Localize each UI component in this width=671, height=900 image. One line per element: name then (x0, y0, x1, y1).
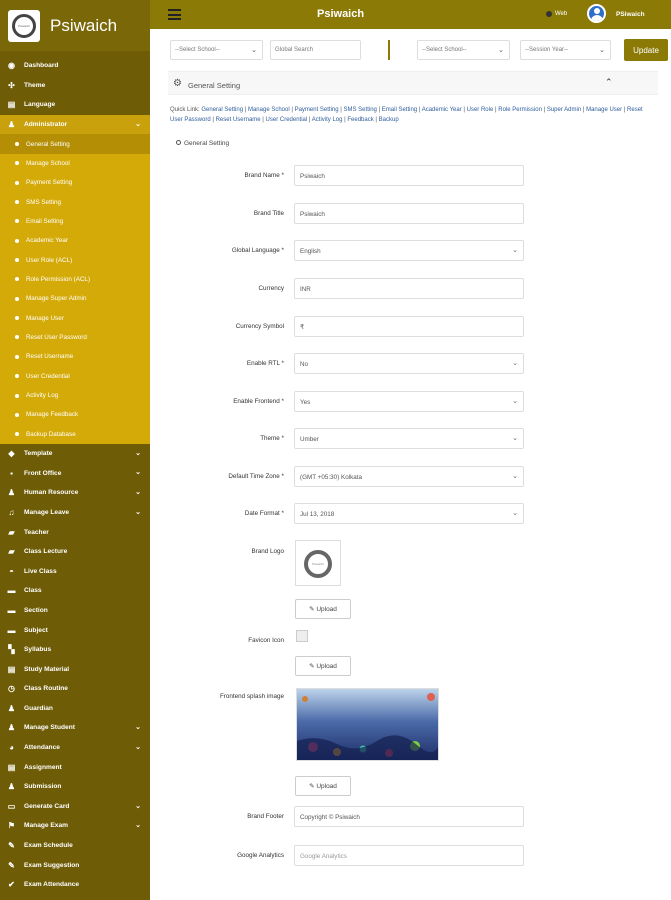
global-language-label: Global Language * (231, 247, 284, 254)
clock-icon: ◷ (8, 684, 15, 694)
submenu-item-general-setting[interactable] (0, 134, 150, 153)
quick-links: Quick Link: General Setting | Manage School | Payment Setting | SMS Setting | Email Setting | Academic Year | User Role | Role Permission | Super Admin | Manage User | Reset User Password | Reset Username | User Credential | Activity Log | Feedback | Backup (170, 107, 643, 123)
bullet-icon (15, 297, 19, 301)
brand-logo-preview-ring: Psiwaich (304, 550, 332, 578)
sidebar-item-label: Manage Leave (24, 508, 70, 516)
select-school-switch-value: --Select School-- (422, 47, 467, 53)
sidebar-item-label: Submission (24, 783, 62, 791)
teacher-icon: ▰ (8, 527, 15, 537)
brand-name-value: Psiwaich (300, 173, 325, 180)
quick-link-label: Quick Link: (170, 107, 200, 113)
chevron-down-icon: ⌄ (512, 247, 518, 254)
chevron-down-icon: ⌄ (512, 360, 518, 367)
sidebar-item-label: Class Lecture (24, 548, 68, 556)
sidebar-item-attendance[interactable] (0, 738, 150, 758)
lecture-icon: ▰ (8, 547, 15, 557)
theme-icon: ✣ (8, 80, 15, 90)
sidebar-item-class-routine[interactable] (0, 679, 150, 699)
check-icon: ✔ (8, 880, 15, 890)
submenu-item-label: User Role (ACL) (26, 256, 73, 264)
bell-icon: ♫ (8, 507, 15, 517)
submenu-item-label: User Credential (26, 372, 70, 380)
sidebar-item-exam-schedule[interactable] (0, 836, 150, 856)
submenu-item-activity-log[interactable] (0, 386, 150, 405)
submenu-item-label: Manage Feedback (26, 411, 79, 419)
bullet-icon (15, 394, 19, 398)
chevron-down-icon: ⌄ (135, 822, 141, 830)
sidebar-item-exam-attendance[interactable] (0, 875, 150, 895)
time-zone-value: (GMT +05:30) Kolkata (300, 474, 363, 481)
brand-footer-input[interactable] (294, 806, 524, 827)
update-button[interactable]: Update (624, 39, 668, 61)
quick-link-payment-setting[interactable]: Payment Setting (294, 107, 339, 113)
collapse-chevron-up-icon[interactable]: ⌃ (605, 77, 613, 87)
quick-link-academic-year[interactable]: Academic Year (421, 107, 462, 113)
bullet-icon (15, 219, 19, 223)
student-icon: ♟ (7, 723, 16, 733)
currency-value: INR (300, 286, 311, 293)
global-search-input[interactable] (270, 40, 361, 60)
submenu-item-manage-super-admin[interactable] (0, 289, 150, 308)
sidebar-item-theme[interactable] (0, 76, 150, 96)
logo-ring: Psiwaich (12, 14, 36, 38)
submenu-item-label: Manage User (26, 314, 64, 322)
schedule-icon: ✎ (8, 841, 15, 851)
splash-upload-button[interactable]: ✎ Upload (295, 776, 351, 796)
submenu-item-label: Activity Log (26, 392, 59, 400)
chevron-down-icon: ⌄ (135, 724, 141, 732)
sidebar-item-label: Teacher (24, 528, 49, 536)
chevron-down-icon: ⌄ (512, 473, 518, 480)
sidebar-nav (0, 56, 150, 895)
gears-icon: ⚙ (173, 78, 182, 89)
brand-logo (8, 10, 40, 42)
session-year-value: --Session Year-- (525, 47, 569, 53)
submenu-item-label: Manage Super Admin (26, 295, 87, 303)
global-search-placeholder: Global Search (275, 47, 314, 53)
submenu-item-user-credential[interactable] (0, 367, 150, 386)
sidebar-item-label: Subject (24, 626, 48, 634)
sidebar-item-subject[interactable] (0, 620, 150, 640)
sidebar-item-label: Generate Card (24, 802, 70, 810)
theme-value: Umber (300, 436, 319, 443)
sidebar-item-label: Front Office (24, 469, 62, 477)
sidebar-item-label: Language (24, 101, 56, 109)
currency-input[interactable] (294, 278, 524, 299)
web-label: Web (555, 11, 568, 17)
sidebar-item-label: Live Class (24, 567, 57, 575)
quick-link-user-role[interactable]: User Role (466, 107, 494, 113)
submenu-item-label: Reset User Password (26, 333, 87, 341)
submenu-item-label: Payment Setting (26, 179, 73, 187)
sidebar-item-label: Class Routine (24, 685, 68, 693)
brand-header[interactable] (0, 0, 150, 51)
bullet-icon (15, 200, 19, 204)
bullet-icon (15, 374, 19, 378)
sidebar (0, 0, 150, 900)
panel-header (168, 71, 658, 95)
globe-icon (546, 11, 552, 17)
quick-link-email-setting[interactable]: Email Setting (381, 107, 418, 113)
sidebar-item-label: Assignment (24, 763, 62, 771)
sidebar-item-label: Manage Exam (24, 822, 68, 830)
chevron-down-icon: ⌄ (512, 398, 518, 405)
chevron-down-icon: ⌄ (599, 47, 605, 54)
live-class-icon: ◓ (9, 566, 14, 576)
quick-link-super-admin[interactable]: Super Admin (546, 107, 582, 113)
quick-link-reset-username[interactable]: Reset Username (215, 117, 261, 123)
tag-icon: ◆ (8, 449, 15, 459)
brand-title-value: Psiwaich (300, 211, 325, 218)
sidebar-item-syllabus[interactable] (0, 640, 150, 660)
section-label[interactable] (176, 140, 229, 147)
submission-icon: ♟ (7, 782, 16, 792)
submenu-item-reset-user-password[interactable] (0, 328, 150, 347)
enable-rtl-label: Enable RTL * (246, 360, 284, 367)
sidebar-submenu (0, 134, 150, 444)
sidebar-item-label: Exam Schedule (24, 842, 73, 850)
chevron-down-icon: ⌄ (135, 802, 141, 810)
submenu-item-label: Reset Username (26, 353, 74, 361)
submenu-item-label: SMS Setting (26, 198, 61, 206)
sidebar-item-language[interactable] (0, 95, 150, 115)
submenu-item-user-role-acl-[interactable] (0, 250, 150, 269)
date-format-select[interactable] (294, 503, 524, 524)
sidebar-item-label: Manage Student (24, 724, 75, 732)
user-icon: ♟ (7, 120, 16, 130)
submenu-item-label: General Setting (26, 140, 70, 148)
sidebar-item-class-lecture[interactable] (0, 542, 150, 562)
web-link[interactable] (546, 11, 567, 17)
chevron-down-icon: ⌄ (512, 435, 518, 442)
date-format-label: Date Format * (244, 510, 284, 517)
quick-link-backup[interactable]: Backup (378, 117, 399, 123)
submenu-item-label: Backup Database (26, 430, 76, 438)
submenu-item-payment-setting[interactable] (0, 173, 150, 192)
select-session-year[interactable] (520, 40, 611, 60)
front-office-icon: ▪ (10, 468, 13, 478)
submenu-item-manage-feedback[interactable] (0, 405, 150, 424)
study-material-icon: ▤ (7, 664, 16, 674)
class-icon: ▬ (7, 586, 16, 596)
time-zone-label: Default Time Zone * (228, 473, 284, 480)
brand-logo-upload-button[interactable]: ✎ Upload (295, 599, 351, 619)
quick-link-reset-user-password[interactable]: Reset User Password (170, 107, 643, 123)
bullet-icon (15, 258, 19, 262)
sidebar-item-label: Guardian (24, 704, 53, 712)
top-bar (150, 0, 671, 29)
bullet-icon (15, 335, 19, 339)
google-analytics-placeholder: Google Analytics (300, 853, 347, 860)
chevron-down-icon: ⌄ (251, 47, 257, 54)
currency-symbol-label: Currency Symbol (235, 323, 284, 330)
enable-rtl-select[interactable] (294, 353, 524, 374)
bullet-icon (15, 161, 19, 165)
sidebar-item-generate-card[interactable] (0, 797, 150, 817)
user-name[interactable]: PSiwaich (616, 11, 645, 18)
submenu-item-label: Academic Year (26, 237, 69, 245)
theme-label: Theme * (260, 435, 284, 442)
select-school-switch[interactable] (417, 40, 510, 60)
sidebar-item-label: Dashboard (24, 62, 59, 70)
date-format-value: Jul 13, 2018 (300, 511, 335, 518)
google-analytics-input[interactable] (294, 845, 524, 866)
chevron-down-icon: ⌄ (512, 510, 518, 517)
card-icon: ▭ (7, 801, 16, 811)
brand-title-label: Brand Title (253, 210, 284, 217)
global-language-select[interactable] (294, 240, 524, 261)
enable-rtl-value: No (300, 361, 309, 368)
enable-frontend-value: Yes (300, 399, 311, 406)
enable-frontend-select[interactable] (294, 391, 524, 412)
chevron-down-icon: ⌄ (135, 469, 141, 477)
sidebar-item-live-class[interactable] (0, 561, 150, 581)
google-analytics-label: Google Analytics (237, 852, 284, 859)
sidebar-item-dashboard[interactable] (0, 56, 150, 76)
quick-link-user-credential[interactable]: User Credential (265, 117, 308, 123)
brand-footer-label: Brand Footer (247, 813, 284, 820)
sidebar-item-label: Exam Suggestion (24, 861, 80, 869)
exam-icon: ⚑ (7, 821, 16, 831)
sidebar-item-teacher[interactable] (0, 522, 150, 542)
sidebar-item-label: Section (24, 606, 48, 614)
splash-image-label: Frontend splash image (219, 693, 284, 700)
submenu-item-label: Email Setting (26, 217, 64, 225)
sidebar-item-section[interactable] (0, 601, 150, 621)
global-language-value: English (300, 248, 321, 255)
chevron-down-icon: ⌄ (135, 489, 141, 497)
submenu-item-manage-school[interactable] (0, 154, 150, 173)
bullet-icon (15, 432, 19, 436)
bullet-icon (15, 277, 19, 281)
currency-symbol-input[interactable] (294, 316, 524, 337)
assignment-icon: ▤ (7, 762, 16, 772)
sidebar-item-label: Exam Attendance (24, 881, 80, 889)
sidebar-item-template[interactable] (0, 444, 150, 464)
sidebar-item-human-resource[interactable] (0, 483, 150, 503)
brand-logo-label: Brand Logo (251, 548, 284, 555)
currency-label: Currency (258, 285, 284, 292)
brand-title-input[interactable] (294, 203, 524, 224)
quick-link-role-permission[interactable]: Role Permission (498, 107, 542, 113)
enable-frontend-label: Enable Frontend * (233, 398, 284, 405)
section-label-text: General Setting (184, 140, 230, 147)
sidebar-item-label: Administrator (24, 121, 68, 129)
sidebar-item-study-material[interactable] (0, 659, 150, 679)
attendance-icon: ◕ (9, 743, 14, 753)
brand-footer-value: Copyright © Psiwaich (300, 814, 360, 821)
submenu-item-label: Role Permission (ACL) (26, 275, 91, 283)
select-school-filter[interactable] (170, 40, 263, 60)
sidebar-item-label: Template (24, 450, 53, 458)
time-zone-select[interactable] (294, 466, 524, 487)
chevron-down-icon: ⌄ (498, 47, 504, 54)
bullet-icon (15, 413, 19, 417)
section-icon: ▬ (7, 605, 16, 615)
sidebar-item-label: Human Resource (24, 489, 79, 497)
favicon-preview (296, 630, 308, 642)
submenu-item-manage-user[interactable] (0, 308, 150, 327)
circle-icon (176, 140, 181, 145)
sidebar-item-label: Theme (24, 81, 46, 89)
select-school-value: --Select School-- (175, 47, 220, 53)
chevron-down-icon: ⌄ (135, 449, 141, 457)
quick-link-manage-user[interactable]: Manage User (586, 107, 623, 113)
quick-link-activity-log[interactable]: Activity Log (311, 117, 343, 123)
submenu-item-sms-setting[interactable] (0, 192, 150, 211)
suggestion-icon: ✎ (8, 860, 15, 870)
favicon-label: Favicon Icon (248, 637, 284, 644)
quick-link-sms-setting[interactable]: SMS Setting (343, 107, 377, 113)
sidebar-item-administrator[interactable] (0, 115, 150, 135)
sidebar-item-label: Study Material (24, 665, 70, 673)
brand-name: Psiwaich (50, 15, 118, 35)
brand-name-label: Brand Name * (244, 172, 284, 179)
bullet-icon (15, 355, 19, 359)
top-title: Psiwaich (317, 8, 365, 20)
bullet-icon (15, 181, 19, 185)
favicon-upload-button[interactable]: ✎ Upload (295, 656, 351, 676)
sidebar-item-exam-suggestion[interactable] (0, 855, 150, 875)
chevron-down-icon: ⌄ (135, 743, 141, 751)
hr-icon: ♟ (7, 488, 16, 498)
chevron-down-icon: ⌄ (135, 120, 141, 128)
sidebar-item-label: Class (24, 587, 42, 595)
splash-image-preview (296, 688, 439, 761)
sidebar-item-manage-student[interactable] (0, 718, 150, 738)
theme-select[interactable] (294, 428, 524, 449)
submenu-item-academic-year[interactable] (0, 231, 150, 250)
quick-link-manage-school[interactable]: Manage School (247, 107, 290, 113)
submenu-item-reset-username[interactable] (0, 347, 150, 366)
guardian-icon: ♟ (7, 703, 16, 713)
bullet-icon (15, 142, 19, 146)
sidebar-item-class[interactable] (0, 581, 150, 601)
dashboard-icon: ◉ (8, 61, 15, 71)
language-icon: ▤ (7, 100, 16, 110)
sidebar-item-submission[interactable] (0, 777, 150, 797)
submenu-item-role-permission-acl-[interactable] (0, 270, 150, 289)
subject-icon: ▬ (7, 625, 16, 635)
sidebar-item-front-office[interactable] (0, 463, 150, 483)
sidebar-item-guardian[interactable] (0, 699, 150, 719)
brand-logo-preview (295, 540, 341, 586)
sidebar-item-assignment[interactable] (0, 757, 150, 777)
user-avatar-icon[interactable] (587, 4, 606, 23)
submenu-item-email-setting[interactable] (0, 212, 150, 231)
brand-name-input[interactable] (294, 165, 524, 186)
sidebar-item-manage-exam[interactable] (0, 816, 150, 836)
currency-symbol-value: ₹ (300, 324, 305, 331)
bullet-icon (15, 239, 19, 243)
sidebar-item-label: Attendance (24, 744, 60, 752)
chevron-down-icon: ⌄ (135, 508, 141, 516)
sidebar-item-label: Syllabus (24, 646, 52, 654)
panel-title: General Setting (188, 81, 241, 90)
quick-link-feedback[interactable]: Feedback (347, 117, 374, 123)
submenu-item-label: Manage School (26, 159, 70, 167)
submenu-item-backup-database[interactable] (0, 425, 150, 444)
filter-divider (388, 40, 390, 60)
hamburger-menu-icon[interactable] (168, 9, 181, 20)
syllabus-icon: ▚ (8, 645, 15, 655)
bullet-icon (15, 316, 19, 320)
sidebar-item-manage-leave[interactable] (0, 503, 150, 523)
quick-link-general-setting[interactable]: General Setting (201, 107, 244, 113)
